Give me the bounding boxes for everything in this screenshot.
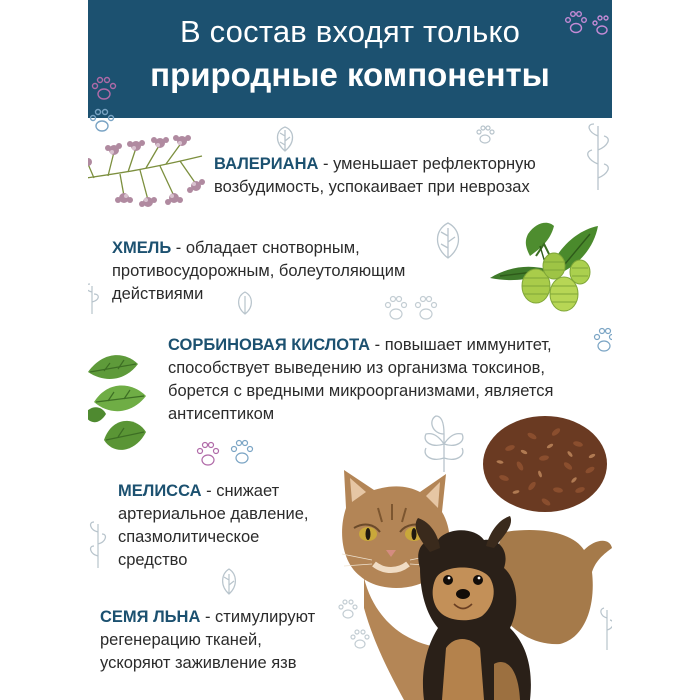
header-title-line-2: природные компоненты (150, 56, 550, 93)
ingredient-description: противосудорожным, болеутоляющим (112, 262, 406, 280)
ingredient-sorbic-acid (168, 334, 588, 426)
leaf-outline-icon (88, 282, 102, 316)
ingredient-name: ХМЕЛЬ (112, 239, 172, 257)
ingredient-description: действиями (112, 285, 204, 303)
ingredient-description: возбудимость, успокаивает при неврозах (214, 178, 530, 196)
ingredient-name: МЕЛИССА (118, 482, 202, 500)
cat-and-dog-image (334, 468, 612, 700)
valerian-flower-image (88, 134, 208, 208)
hop-cones-image (480, 216, 606, 324)
ingredient-description: борется с вредными микроорганизмами, является (168, 382, 554, 400)
paw-icon (562, 8, 612, 38)
ingredient-description: - повышает иммунитет, (370, 336, 552, 354)
mint-leaves-image (88, 344, 154, 464)
ingredient-hops (112, 237, 452, 306)
leaf-outline-icon (88, 520, 110, 570)
ingredient-description: артериальное давление, (118, 505, 309, 523)
product-card (88, 0, 612, 700)
header-banner (88, 0, 612, 118)
ingredient-description: - снижает (201, 482, 280, 500)
paw-icon (88, 74, 120, 138)
ingredient-description: регенерацию тканей, (100, 631, 262, 649)
ingredient-description: антисептиком (168, 405, 275, 423)
paw-outline-icon (194, 436, 258, 472)
ingredient-description: - обладает снотворным, (171, 239, 360, 257)
ingredient-description: - уменьшает рефлекторную (318, 155, 536, 173)
ingredient-description: ускоряют заживление язв (100, 654, 297, 672)
ingredient-name: СЕМЯ ЛЬНА (100, 608, 201, 626)
ingredient-name: ВАЛЕРИАНА (214, 155, 319, 173)
ingredient-description: средство (118, 551, 188, 569)
leaf-outline-icon (270, 124, 300, 154)
ingredient-flax-seed (100, 606, 350, 675)
ingredient-melissa (118, 480, 348, 572)
ingredient-valerian (214, 153, 604, 199)
paw-outline-icon (474, 124, 496, 146)
ingredient-description: способствует выведению из организма токсинов, (168, 359, 546, 377)
header-title-line-1: В состав входят только (179, 14, 521, 49)
ingredient-description: спазмолитическое (118, 528, 260, 546)
ingredient-description: - стимулируют (200, 608, 316, 626)
ingredient-name: СОРБИНОВАЯ КИСЛОТА (168, 336, 371, 354)
